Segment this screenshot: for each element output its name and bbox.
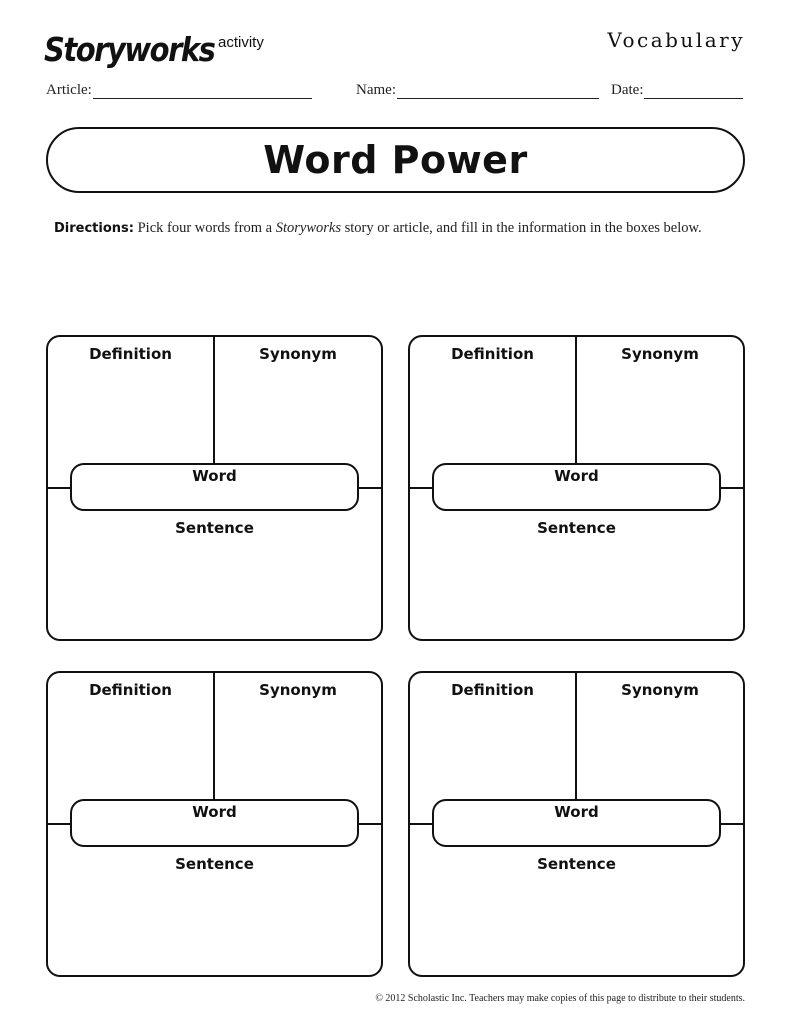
word-card-4[interactable] <box>408 671 745 977</box>
directions-text-after: story or article, and fill in the information in the boxes below. <box>341 220 702 236</box>
card-divider-right <box>721 823 745 825</box>
directions-text-before: Pick four words from a <box>133 220 276 236</box>
directions <box>54 220 754 237</box>
word-label: Word <box>192 467 237 485</box>
article-label: Article: <box>46 82 92 98</box>
definition-label: Definition <box>451 681 534 699</box>
article-field[interactable] <box>46 82 312 99</box>
card-divider-left <box>46 487 70 489</box>
card-divider-left <box>46 823 70 825</box>
copyright-footer: © 2012 Scholastic Inc. Teachers may make copies of this page to distribute to their students. <box>375 993 745 1004</box>
card-divider-left <box>408 823 432 825</box>
definition-label: Definition <box>451 345 534 363</box>
sentence-label: Sentence <box>175 855 254 873</box>
logo-activity-label: activity <box>218 34 264 51</box>
document-type-label: Vocabulary <box>607 28 745 52</box>
synonym-label: Synonym <box>259 345 337 363</box>
name-blank-line[interactable] <box>397 85 599 99</box>
page-title: Word Power <box>263 138 528 182</box>
date-blank-line[interactable] <box>644 85 743 99</box>
storyworks-logo: Storyworks <box>44 30 215 70</box>
name-field[interactable] <box>356 82 599 99</box>
synonym-label: Synonym <box>259 681 337 699</box>
word-label: Word <box>554 467 599 485</box>
definition-label: Definition <box>89 681 172 699</box>
directions-italic: Storyworks <box>275 220 341 236</box>
word-card-1[interactable] <box>46 335 383 641</box>
card-divider-right <box>359 823 383 825</box>
word-label: Word <box>192 803 237 821</box>
word-card-3[interactable] <box>46 671 383 977</box>
synonym-label: Synonym <box>621 345 699 363</box>
date-field[interactable] <box>611 82 743 99</box>
synonym-label: Synonym <box>621 681 699 699</box>
card-divider-right <box>359 487 383 489</box>
card-divider-left <box>408 487 432 489</box>
directions-label: Directions: <box>54 221 134 236</box>
word-label: Word <box>554 803 599 821</box>
card-divider-right <box>721 487 745 489</box>
sentence-label: Sentence <box>175 519 254 537</box>
article-blank-line[interactable] <box>93 85 312 99</box>
word-card-2[interactable] <box>408 335 745 641</box>
sentence-label: Sentence <box>537 519 616 537</box>
definition-label: Definition <box>89 345 172 363</box>
date-label: Date: <box>611 82 644 98</box>
name-label: Name: <box>356 82 396 98</box>
title-banner <box>46 127 745 193</box>
sentence-label: Sentence <box>537 855 616 873</box>
